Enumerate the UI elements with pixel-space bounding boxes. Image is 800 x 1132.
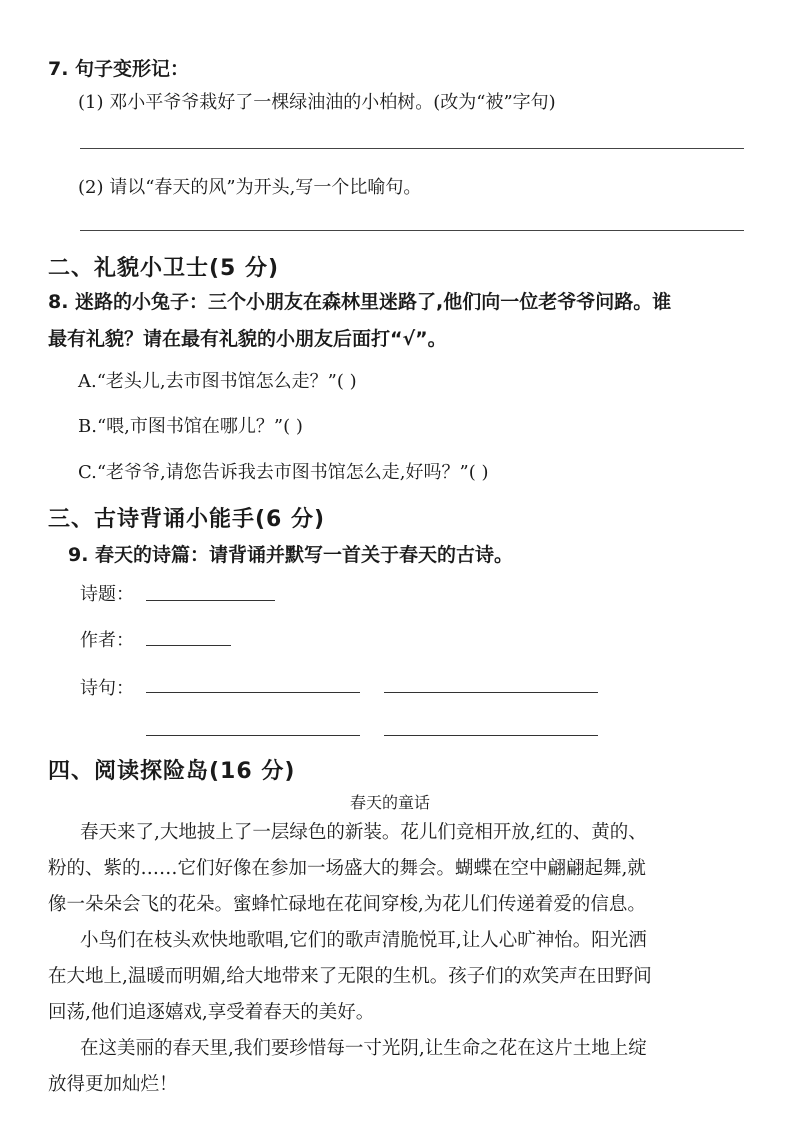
question-7-sub-2: (2) 请以“春天的风”为开头,写一个比喻句。 bbox=[78, 177, 422, 198]
question-7-title: 7. 句子变形记： bbox=[48, 58, 190, 80]
question-9-title: 9. 春天的诗篇：请背诵并默写一首关于春天的古诗。 bbox=[68, 544, 514, 566]
story-line: 小鸟们在枝头欢快地歌唱,它们的歌声清脆悦耳,让人心旷神怡。阳光洒 bbox=[80, 930, 647, 951]
answer-line-7-1[interactable] bbox=[80, 148, 744, 149]
poem-line-blank-1[interactable] bbox=[146, 692, 360, 693]
story-line: 粉的、紫的……它们好像在参加一场盛大的舞会。蝴蝶在空中翩翩起舞,就 bbox=[48, 858, 646, 879]
poem-line-blank-2[interactable] bbox=[384, 692, 598, 693]
question-8-line-1: 8. 迷路的小兔子：三个小朋友在森林里迷路了,他们向一位老爷爷问路。谁 bbox=[48, 291, 672, 313]
answer-line-7-2[interactable] bbox=[80, 230, 744, 231]
question-8-line-2: 最有礼貌？请在最有礼貌的小朋友后面打“√”。 bbox=[48, 328, 447, 350]
section-2-heading: 二、礼貌小卫士(5 分) bbox=[48, 256, 280, 281]
question-7-sub-1: (1) 邓小平爷爷栽好了一棵绿油油的小柏树。(改为“被”字句) bbox=[78, 92, 556, 113]
author-blank[interactable] bbox=[146, 645, 231, 646]
poem-title-blank[interactable] bbox=[146, 600, 275, 601]
author-label: 作者： bbox=[80, 630, 134, 651]
story-line: 像一朵朵会飞的花朵。蜜蜂忙碌地在花间穿梭,为花儿们传递着爱的信息。 bbox=[48, 894, 646, 915]
option-a[interactable]: A.“老头儿,去市图书馆怎么走？”( ) bbox=[78, 371, 357, 392]
option-b[interactable]: B.“喂,市图书馆在哪儿？”( ) bbox=[78, 416, 303, 437]
section-3-heading: 三、古诗背诵小能手(6 分) bbox=[48, 507, 326, 532]
story-line: 放得更加灿烂！ bbox=[48, 1074, 178, 1095]
poem-lines-label: 诗句： bbox=[80, 678, 134, 699]
story-line: 回荡,他们追逐嬉戏,享受着春天的美好。 bbox=[48, 1002, 375, 1023]
story-line: 在大地上,温暖而明媚,给大地带来了无限的生机。孩子们的欢笑声在田野间 bbox=[48, 966, 652, 987]
poem-line-blank-4[interactable] bbox=[384, 735, 598, 736]
option-c[interactable]: C.“老爷爷,请您告诉我去市图书馆怎么走,好吗？”( ) bbox=[78, 462, 489, 483]
section-4-heading: 四、阅读探险岛(16 分) bbox=[48, 759, 296, 784]
poem-title-label: 诗题： bbox=[80, 584, 134, 605]
story-line: 春天来了,大地披上了一层绿色的新装。花儿们竞相开放,红的、黄的、 bbox=[80, 822, 647, 843]
story-title: 春天的童话 bbox=[350, 793, 431, 812]
poem-line-blank-3[interactable] bbox=[146, 735, 360, 736]
story-line: 在这美丽的春天里,我们要珍惜每一寸光阴,让生命之花在这片土地上绽 bbox=[80, 1038, 647, 1059]
